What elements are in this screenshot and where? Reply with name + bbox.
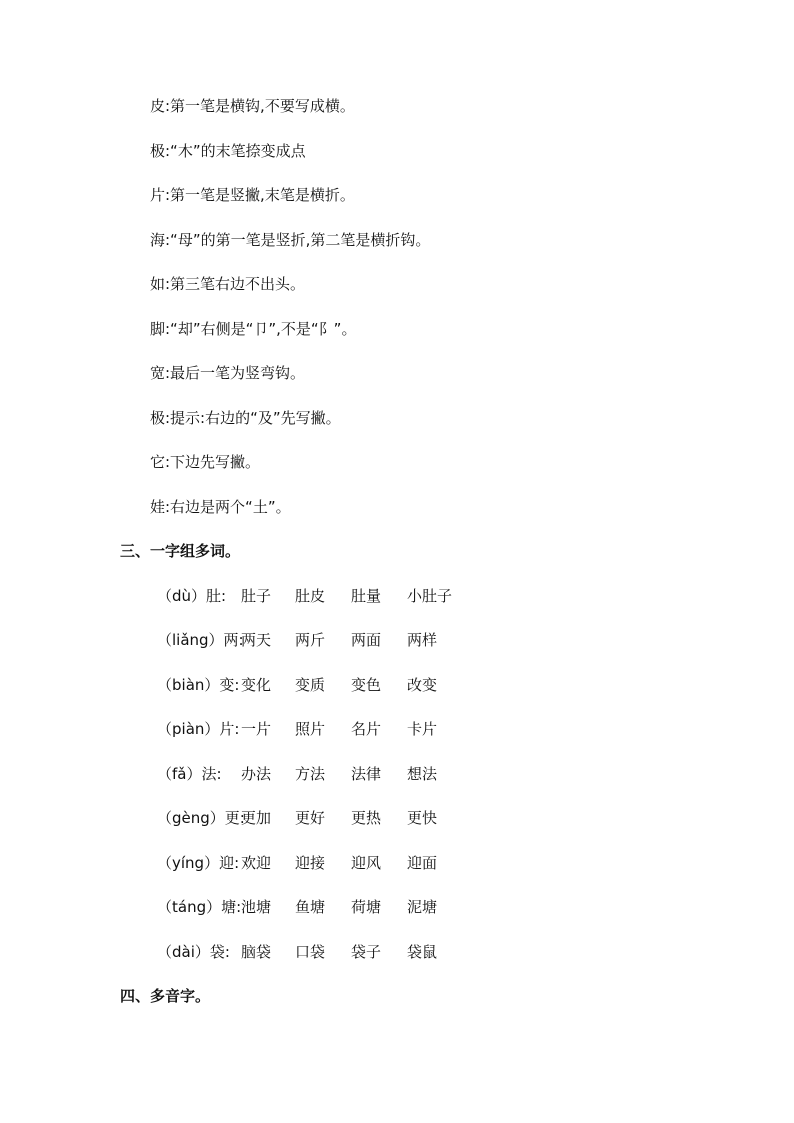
pinyin-char: （biàn）变: (157, 676, 240, 694)
word: 欢迎 (241, 854, 272, 872)
word: 想法 (407, 765, 438, 783)
word: 变化 (241, 676, 272, 694)
word: 袋鼠 (407, 943, 438, 961)
word: 更好 (295, 809, 326, 827)
word: 迎风 (351, 854, 382, 872)
pinyin-char: （dài）袋: (157, 943, 230, 961)
word: 鱼塘 (295, 898, 326, 916)
word: 更加 (241, 809, 272, 827)
word-group-row (157, 853, 463, 873)
word-group-row (157, 586, 463, 606)
word: 两天 (241, 631, 272, 649)
word-group-row (157, 897, 463, 917)
pinyin-char: （gèng）更: (157, 809, 245, 827)
word: 卡片 (407, 720, 438, 738)
pinyin-char: （piàn）片: (157, 720, 240, 738)
word: 改变 (407, 676, 438, 694)
word: 方法 (295, 765, 326, 783)
note-line: 极:“木”的末笔捺变成点 (150, 142, 306, 160)
pinyin-char: （fǎ）法: (157, 765, 222, 783)
note-line: 海:“母”的第一笔是竖折,第二笔是横折钩。 (150, 231, 431, 249)
note-line: 宽:最后一笔为竖弯钩。 (150, 364, 306, 382)
word-group-row (157, 630, 463, 650)
word: 办法 (241, 765, 272, 783)
word: 两斤 (295, 631, 326, 649)
note-line: 皮:第一笔是横钩,不要写成横。 (150, 97, 355, 115)
word-group-row (157, 942, 463, 962)
pinyin-char: （táng）塘: (157, 898, 242, 916)
word: 照片 (295, 720, 326, 738)
word-group-row (157, 675, 463, 695)
note-line: 它:下边先写撇。 (150, 453, 261, 471)
word: 迎接 (295, 854, 326, 872)
word: 荷塘 (351, 898, 382, 916)
section-4-heading: 四、多音字。 (120, 987, 211, 1005)
word: 法律 (351, 765, 382, 783)
note-line: 片:第一笔是竖撇,末笔是横折。 (150, 186, 355, 204)
word: 迎面 (407, 854, 438, 872)
note-line: 极:提示:右边的“及”先写撇。 (150, 409, 341, 427)
word: 一片 (241, 720, 272, 738)
word: 肚量 (351, 587, 382, 605)
word: 池塘 (241, 898, 272, 916)
word-group-row (157, 808, 463, 828)
word: 脑袋 (241, 943, 272, 961)
pinyin-char: （dù）肚: (157, 587, 227, 605)
word: 泥塘 (407, 898, 438, 916)
section-3-heading: 三、一字组多词。 (120, 542, 241, 560)
note-line: 脚:“却”右侧是“卩”,不是“阝”。 (150, 320, 357, 338)
word: 肚子 (241, 587, 272, 605)
pinyin-char: （liǎng）两: (157, 631, 244, 649)
word: 更快 (407, 809, 438, 827)
word: 两样 (407, 631, 438, 649)
word: 名片 (351, 720, 382, 738)
word: 袋子 (351, 943, 382, 961)
word: 变色 (351, 676, 382, 694)
note-line: 如:第三笔右边不出头。 (150, 275, 306, 293)
word-group-row (157, 719, 463, 739)
word: 肚皮 (295, 587, 326, 605)
word: 口袋 (295, 943, 326, 961)
word: 两面 (351, 631, 382, 649)
word: 变质 (295, 676, 326, 694)
word-group-row (157, 764, 463, 784)
word: 更热 (351, 809, 382, 827)
pinyin-char: （yíng）迎: (157, 854, 240, 872)
word: 小肚子 (407, 587, 453, 605)
note-line: 娃:右边是两个“土”。 (150, 498, 291, 516)
